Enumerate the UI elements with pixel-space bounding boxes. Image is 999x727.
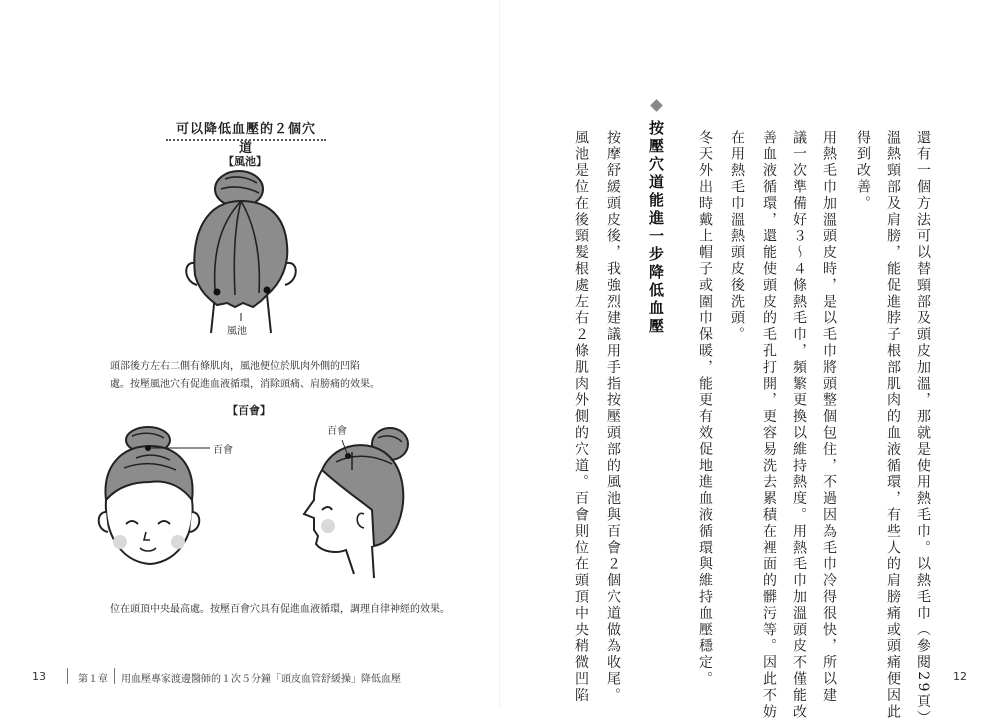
left-page-number: 13 <box>32 670 46 683</box>
baihui-side-face-illustration <box>292 418 422 598</box>
body-column-1: 還有一個方法可以替頸部及頭皮加溫，那就是使用熱毛巾。以熱毛巾（參閱29頁） <box>915 130 931 727</box>
fengchi-caption-line-2: 處。按壓風池穴有促進血液循環，消除頭痛、肩膀痛的效果。 <box>110 379 380 390</box>
baihui-caption: 位在頭頂中央最高處。按壓百會穴具有促進血液循環，調理自律神經的效果。 <box>110 604 450 615</box>
body-column-6: 善血液循環，還能使頭皮的毛孔打開，更容易洗去累積在裡面的髒污等。因此不妨 <box>761 130 777 721</box>
running-title: 用血壓專家渡邊醫師的１次５分鐘「頭皮血管舒緩操」降低血壓 <box>121 674 401 685</box>
fengchi-caption-line-1: 頭部後方左右二側有條肌肉，風池便位於肌肉外側的凹陷 <box>110 361 360 372</box>
section-heading: 按壓穴道能進一步降低血壓 <box>647 120 665 336</box>
face-outline <box>106 500 193 564</box>
hair-back <box>194 201 287 307</box>
body-column-3: 得到改善。 <box>855 130 871 212</box>
body-column-10: 風池是位在後頸髮根處左右２條肌肉外側的穴道。百會則位在頭頂中央稍微凹陷 <box>573 130 589 704</box>
baihui-front-pointer <box>150 445 212 451</box>
fengchi-point-left <box>214 289 221 296</box>
ear <box>357 513 364 528</box>
body-column-7: 在用熱毛巾溫熱頭皮後洗頭。 <box>729 130 745 344</box>
hair-top <box>105 446 192 500</box>
chapter-label: 第１章 <box>78 674 108 685</box>
baihui-section-label: 【百會】 <box>227 404 271 417</box>
body-column-2: 溫熱頸部及肩膀，能促進脖子根部肌肉的血液循環，有些人的肩膀痛或頭痛便因此 <box>885 130 901 721</box>
right-cheek <box>171 535 185 549</box>
heading-bullet-diamond <box>650 99 663 112</box>
page-gutter <box>499 0 500 709</box>
title-dotted-rule <box>166 139 326 141</box>
body-column-8: 冬天外出時戴上帽子或圍巾保暖，能更有效促地進血液循環與維持血壓穩定。 <box>697 130 713 688</box>
fengchi-point-right <box>264 287 271 294</box>
left-cheek <box>113 535 127 549</box>
fengchi-section-label: 【風池】 <box>223 155 267 168</box>
fengchi-point-label: 風池 <box>227 326 247 337</box>
back-of-head-figure <box>186 171 296 333</box>
illustration-box-title: 可以降低血壓的２個穴道 <box>175 122 316 156</box>
cheek <box>321 519 335 533</box>
footer-separator-1 <box>67 668 68 684</box>
baihui-side-point-label: 百會 <box>327 426 347 437</box>
body-column-4: 用熱毛巾加溫頭皮時，是以毛巾將頭整個包住，不過因為毛巾冷得很快，所以建 <box>821 130 837 704</box>
right-page-number: 12 <box>953 670 967 683</box>
footer-separator-2 <box>114 668 115 684</box>
body-column-5: 議一次準備好３～４條熱毛巾，頻繁更換以維持熱度。用熱毛巾加溫頭皮不僅能改 <box>791 130 807 721</box>
body-column-9: 按摩舒緩頭皮後，我強烈建議用手指按壓頭部的風池與百會２個穴道做為收尾。 <box>605 130 621 704</box>
baihui-front-point-label: 百會 <box>213 445 233 456</box>
right-ear <box>285 263 296 285</box>
